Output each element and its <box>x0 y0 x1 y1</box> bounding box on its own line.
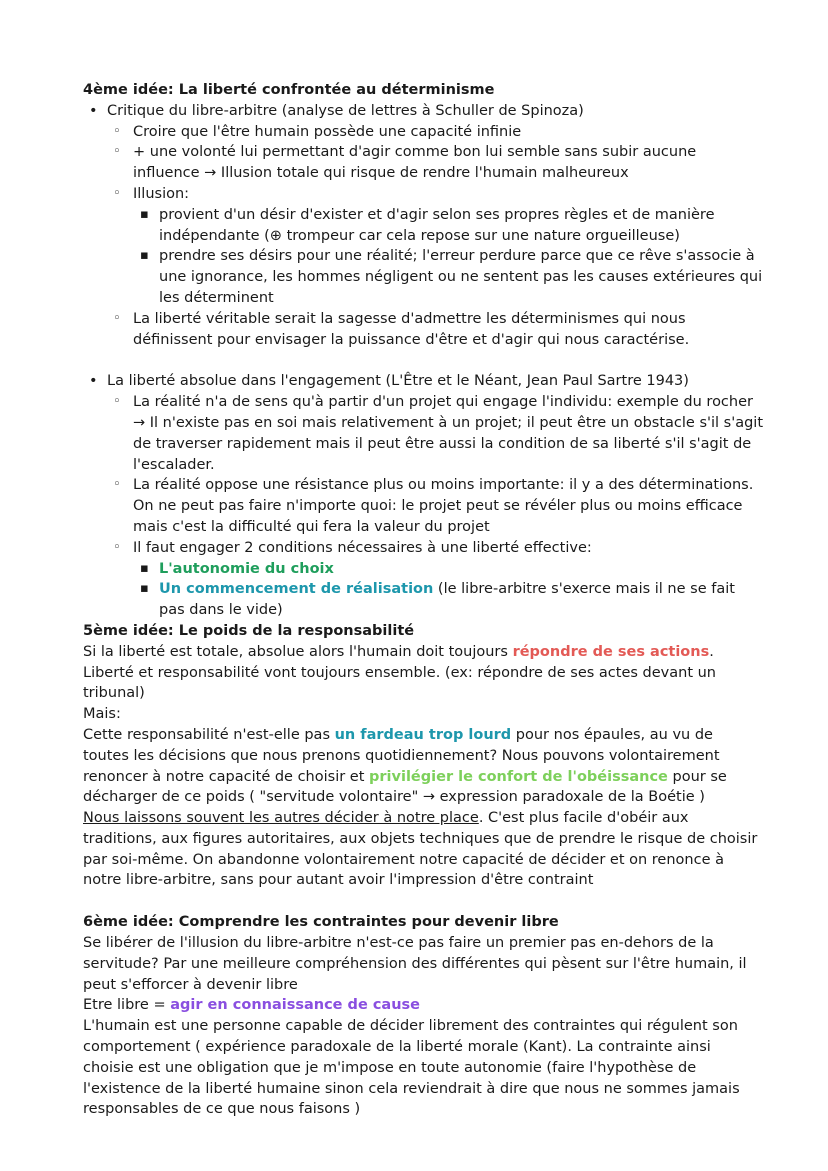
underlined-text: Nous laissons souvent les autres décider à notre place <box>83 810 479 827</box>
sub-list-item: ◦ Croire que l'être humain possède une capacité infinie <box>109 122 763 143</box>
sub-sub-list-item: ▪ provient d'un désir d'exister et d'agir selon ses propres règles et de manière indépendante (⊕ trompeur car cela repose sur une nature orgueilleuse) <box>135 205 763 247</box>
sub-sub-list-item: ▪ prendre ses désirs pour une réalité; l'erreur perdure parce que ce rêve s'associe à une ignorance, les hommes négligent ou ne sentent pas les causes extérieures qui les déterminent <box>135 246 763 308</box>
highlight-burden: un fardeau trop lourd <box>334 726 512 743</box>
sub-sub-list-item <box>135 559 763 580</box>
section-5-title: 5ème idée: Le poids de la responsabilité <box>83 622 415 639</box>
paragraph: Si la liberté est totale, absolue alors l'humain doit toujours répondre de ses actions. Liberté et responsabilité vont toujours ensemble. (ex: répondre de ses actes devant un tribunal) <box>83 643 716 702</box>
highlight-respond: répondre de ses actions <box>512 643 710 660</box>
paragraph: L'humain est une personne capable de décider librement des contraintes qui régulent son comportement ( expérience paradoxale de la liberté morale (Kant). La contrainte ainsi choisie est une obligation que je m'impose en toute autonomie (faire l'hypothèse de l'existence de la liberté humaine sinon cela reviendrait à dire que nous ne sommes jamais responsables de ce que nous faisons ) <box>83 1018 740 1118</box>
paragraph: Mais: <box>83 706 121 723</box>
document-page <box>83 80 763 1120</box>
sub-list-item: ◦ La réalité n'a de sens qu'à partir d'un projet qui engage l'individu: exemple du rocher → Il n'existe pas en soi mais relativement à un projet; il peut être un obstacle s'il s'agit de traverser rapidement mais il peut être aussi la condition de sa liberté s'il s'agit de l'escalader. <box>109 392 763 475</box>
highlight-commencement: Un commencement de réalisation <box>159 581 434 598</box>
highlight-knowledge: agir en connaissance de cause <box>170 997 420 1014</box>
sub-list-item: ◦ La réalité oppose une résistance plus ou moins importante: il y a des déterminations. On ne peut pas faire n'importe quoi: le projet peut se révéler plus ou moins efficace mais c'est la difficulté qui fera la valeur du projet <box>109 475 763 537</box>
sub-list-item: ◦ Illusion: ▪ provient d'un désir d'exister et d'agir selon ses propres règles et de manière indépendante (⊕ trompeur car cela repose sur une nature orgueilleuse) ▪ prendre ses désirs pour une réalité; l'erreur perdure parce que ce rêve s'associe à une ignorance, les hommes négligent ou ne sentent pas les causes extérieures qui les déterminent <box>109 184 763 309</box>
paragraph: Etre libre = agir en connaissance de cause <box>83 997 420 1014</box>
highlight-autonomy: L'autonomie du choix <box>159 560 334 577</box>
paragraph: Cette responsabilité n'est-elle pas un fardeau trop lourd pour nos épaules, au vu de toutes les décisions que nous prenons quotidiennement? Nous pouvons volontairement renoncer à notre capacité de choisir et privilégier le confort de l'obéissance pour se décharger de ce poids ( "servitude volontaire" → expression paradoxale de la Boétie ) <box>83 726 727 806</box>
paragraph: Se libérer de l'illusion du libre-arbitre n'est-ce pas faire un premier pas en-dehors de la servitude? Par une meilleure compréhension des différentes qui pèsent sur l'être humain, il peut s'efforcer à devenir libre <box>83 935 747 993</box>
section-4-list <box>83 101 763 351</box>
paragraph: Nous laissons souvent les autres décider à notre place. C'est plus facile d'obéir aux traditions, aux figures autoritaires, aux objets techniques que de prendre le risque de choisir par soi-même. On abandonne volontairement notre capacité de décider et on renonce à notre libre-arbitre, sans pour autant avoir l'impression d'être contraint <box>83 810 758 889</box>
section-6-title: 6ème idée: Comprendre les contraintes pour devenir libre <box>83 914 559 931</box>
bullet-text: La liberté absolue dans l'engagement (L'Être et le Néant, Jean Paul Sartre 1943) <box>107 373 689 390</box>
list-item <box>83 101 763 351</box>
sub-list-item: ◦ La liberté véritable serait la sagesse d'admettre les déterminismes qui nous définissent pour envisager la puissance d'être et d'agir qui nous caractérise. <box>109 309 763 351</box>
section-4-title: 4ème idée: La liberté confrontée au déterminisme <box>83 82 495 98</box>
list-item <box>83 371 763 621</box>
sub-list-item: ◦ + une volonté lui permettant d'agir comme bon lui semble sans subir aucune influence → Illusion totale qui risque de rendre l'humain malheureux <box>109 142 763 184</box>
bullet-text: Critique du libre-arbitre (analyse de lettres à Schuller de Spinoza) <box>107 102 584 119</box>
sub-sub-list-item: ▪ Un commencement de réalisation (le libre-arbitre s'exerce mais il ne se fait pas dans le vide) <box>135 579 763 621</box>
highlight-obedience: privilégier le confort de l'obéissance <box>369 768 668 785</box>
sub-list-item: ◦ Il faut engager 2 conditions nécessaires à une liberté effective: ▪ L'autonomie du choix ▪ Un commencement de réalisation (le libre-arbitre s'exerce mais il ne se fait pas dans le vide) <box>109 538 763 621</box>
